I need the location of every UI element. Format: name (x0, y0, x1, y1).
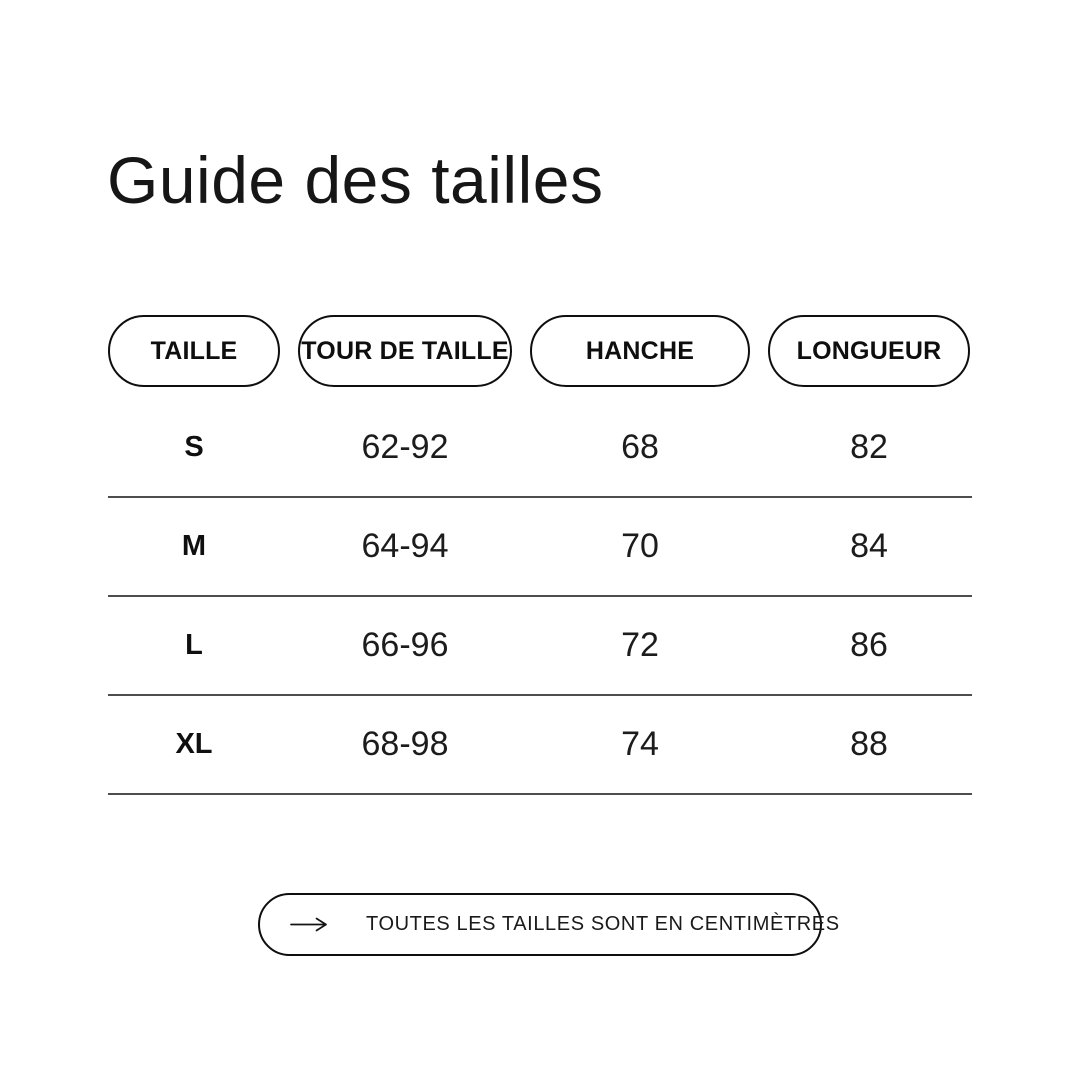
tour-de-taille-cell: 68-98 (361, 725, 449, 763)
tour-de-taille-cell: 64-94 (361, 527, 449, 565)
hanche-cell: 70 (621, 527, 659, 565)
longueur-cell: 84 (850, 527, 888, 565)
size-cell: M (181, 530, 207, 562)
table-row-m (108, 498, 972, 597)
size-cell: XL (175, 728, 213, 760)
long-right-arrow-icon (290, 916, 330, 933)
page-title: Guide des tailles (107, 143, 604, 217)
hanche-cell: 68 (621, 428, 659, 466)
table-row-s (108, 399, 972, 498)
longueur-cell: 88 (850, 725, 888, 763)
longueur-cell: 82 (850, 428, 888, 466)
longueur-cell: 86 (850, 626, 888, 664)
size-cell: S (184, 431, 204, 463)
hanche-cell: 74 (621, 725, 659, 763)
table-header-row (108, 315, 972, 387)
hanche-cell: 72 (621, 626, 659, 664)
table-row-xl (108, 696, 972, 795)
table-body (108, 399, 972, 795)
size-cell: L (185, 629, 203, 661)
size-table (108, 315, 972, 795)
column-header-pill-taille: TAILLE (108, 315, 280, 387)
table-row-l (108, 597, 972, 696)
column-header-pill-longueur: LONGUEUR (768, 315, 970, 387)
column-header-pill-hanche: HANCHE (530, 315, 750, 387)
column-header-pill-tour-de-taille: TOUR DE TAILLE (298, 315, 512, 387)
tour-de-taille-cell: 66-96 (361, 626, 449, 664)
units-note-pill (258, 893, 840, 956)
units-note-text: TOUTES LES TAILLES SONT EN CENTIMÈTRES (366, 913, 840, 935)
tour-de-taille-cell: 62-92 (361, 428, 449, 466)
